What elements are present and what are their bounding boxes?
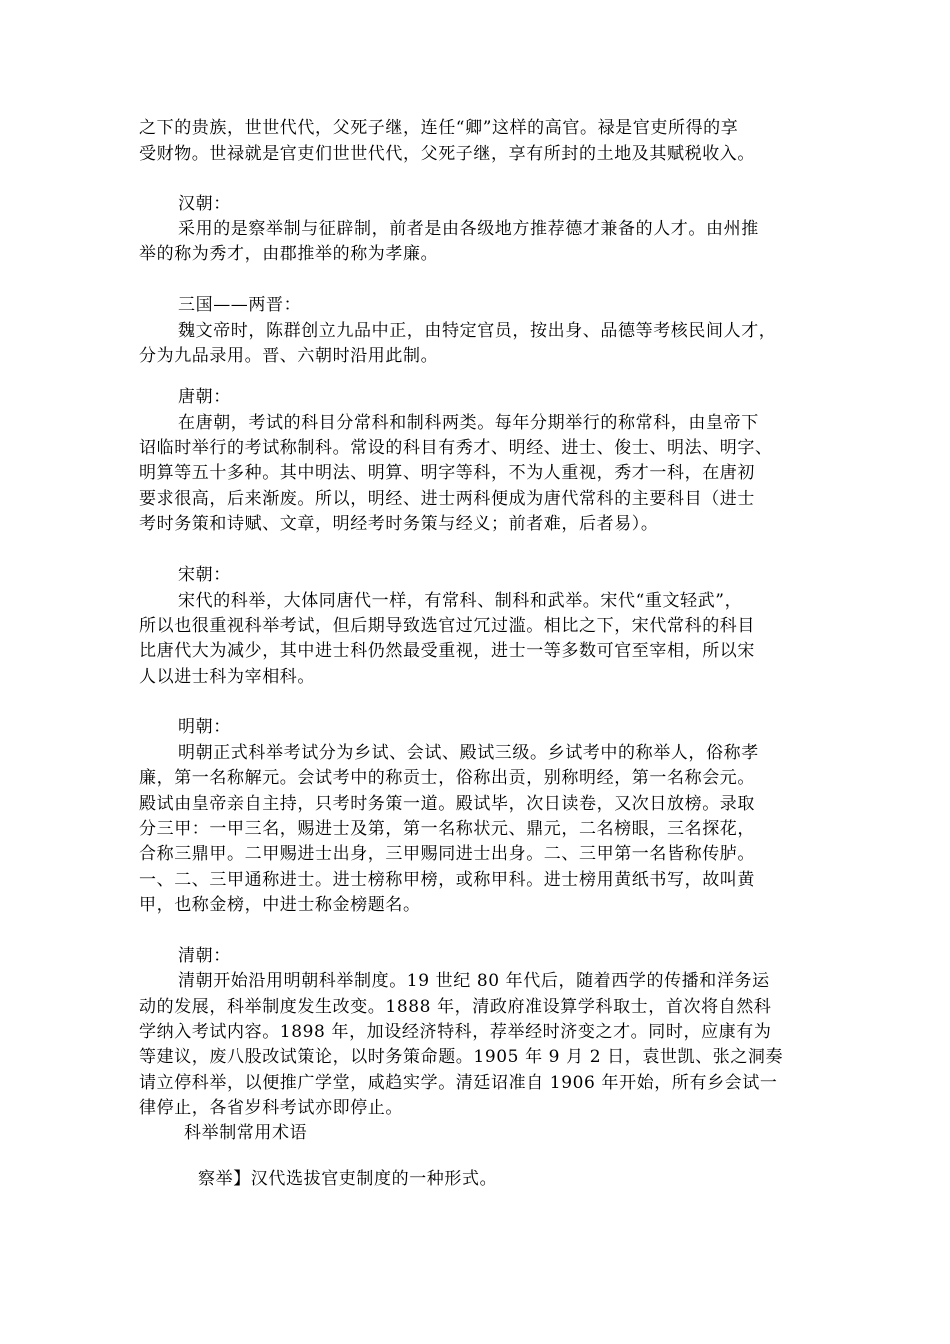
section-qing-line: 请立停科举，以便推广学堂，咸趋实学。清廷诏准自 1906 年开始，所有乡会试一: [139, 1073, 778, 1093]
term-entry: 察举】汉代选拔官吏制度的一种形式。: [198, 1169, 498, 1189]
section-ming-line: 明朝正式科举考试分为乡试、会试、殿试三级。乡试考中的称举人，俗称孝: [178, 743, 759, 763]
section-ming-line: 殿试由皇帝亲自主持，只考时务策一道。殿试毕，次日读卷，又次日放榜。录取: [139, 794, 755, 814]
section-heading-ming: 明朝：: [178, 717, 231, 737]
section-ming-line: 一、二、三甲通称进士。进士榜称甲榜，或称甲科。进士榜用黄纸书写，故叫黄: [139, 870, 755, 890]
section-qing-line: 学纳入考试内容。1898 年，加设经济特科，荐举经时济变之才。同时，应康有为: [139, 1022, 772, 1042]
section-ming-line: 合称三鼎甲。二甲赐进士出身，三甲赐同进士出身。二、三甲第一名皆称传胪。: [139, 844, 755, 864]
intro-line-2: 受财物。世禄就是官吏们世世代代，父死子继，享有所封的土地及其赋税收入。: [139, 144, 755, 164]
section-qing-line: 律停止，各省岁科考试亦即停止。: [139, 1098, 403, 1118]
section-tang-line: 在唐朝，考试的科目分常科和制科两类。每年分期举行的称常科，由皇帝下: [178, 413, 759, 433]
section-song-line: 宋代的科举，大体同唐代一样，有常科、制科和武举。宋代“重文轻武”，: [178, 591, 743, 611]
section-heading-sanguo: 三国——两晋：: [178, 295, 302, 315]
intro-line-1: 之下的贵族，世世代代，父死子继，连任“卿”这样的高官。禄是官吏所得的享: [139, 118, 739, 138]
section-song-line: 比唐代大为减少，其中进士科仍然最受重视，进士一等多数可官至宰相，所以宋: [139, 641, 755, 661]
section-tang-line: 明算等五十多种。其中明法、明算、明字等科，不为人重视，秀才一科，在唐初: [139, 463, 755, 483]
section-qing-line: 动的发展，科举制度发生改变。1888 年，清政府准设算学科取士，首次将自然科: [139, 997, 772, 1017]
section-song-line: 人以进士科为宰相科。: [139, 667, 315, 687]
section-qing-line: 清朝开始沿用明朝科举制度。19 世纪 80 年代后，随着西学的传播和洋务运: [178, 971, 770, 991]
section-sanguo-line: 魏文帝时，陈群创立九品中正，由特定官员，按出身、品德等考核民间人才，: [178, 321, 777, 341]
section-ming-line: 廉，第一名称解元。会试考中的称贡士，俗称出贡，别称明经，第一名称会元。: [139, 768, 755, 788]
section-tang-line: 诏临时举行的考试称制科。常设的科目有秀才、明经、进士、俊士、明法、明字、: [139, 438, 773, 458]
section-heading-qing: 清朝：: [178, 946, 231, 966]
section-han-line: 采用的是察举制与征辟制，前者是由各级地方推荐德才兼备的人才。由州推: [178, 219, 759, 239]
section-heading-song: 宋朝：: [178, 565, 231, 585]
section-tang-line: 考时务策和诗赋、文章，明经考时务策与经义；前者难，后者易）。: [139, 514, 659, 534]
section-ming-line: 甲，也称金榜，中进士称金榜题名。: [139, 895, 421, 915]
section-heading-tang: 唐朝：: [178, 387, 231, 407]
section-tang-line: 要求很高，后来渐废。所以，明经、进士两科便成为唐代常科的主要科目（进士: [139, 489, 755, 509]
section-song-line: 所以也很重视科举考试，但后期导致选官过冗过滥。相比之下，宋代常科的科目: [139, 616, 755, 636]
section-qing-line: 等建议，废八股改试策论，以时务策命题。1905 年 9 月 2 日，袁世凯、张之洞奏: [139, 1047, 784, 1067]
terms-title: 科举制常用术语: [184, 1123, 308, 1143]
section-heading-han: 汉朝：: [178, 194, 231, 214]
section-ming-line: 分三甲：一甲三名，赐进士及第，第一名称状元、鼎元，二名榜眼，三名探花，: [139, 819, 755, 839]
section-sanguo-line: 分为九品录用。晋、六朝时沿用此制。: [139, 346, 439, 366]
section-han-line: 举的称为秀才，由郡推举的称为孝廉。: [139, 244, 439, 264]
